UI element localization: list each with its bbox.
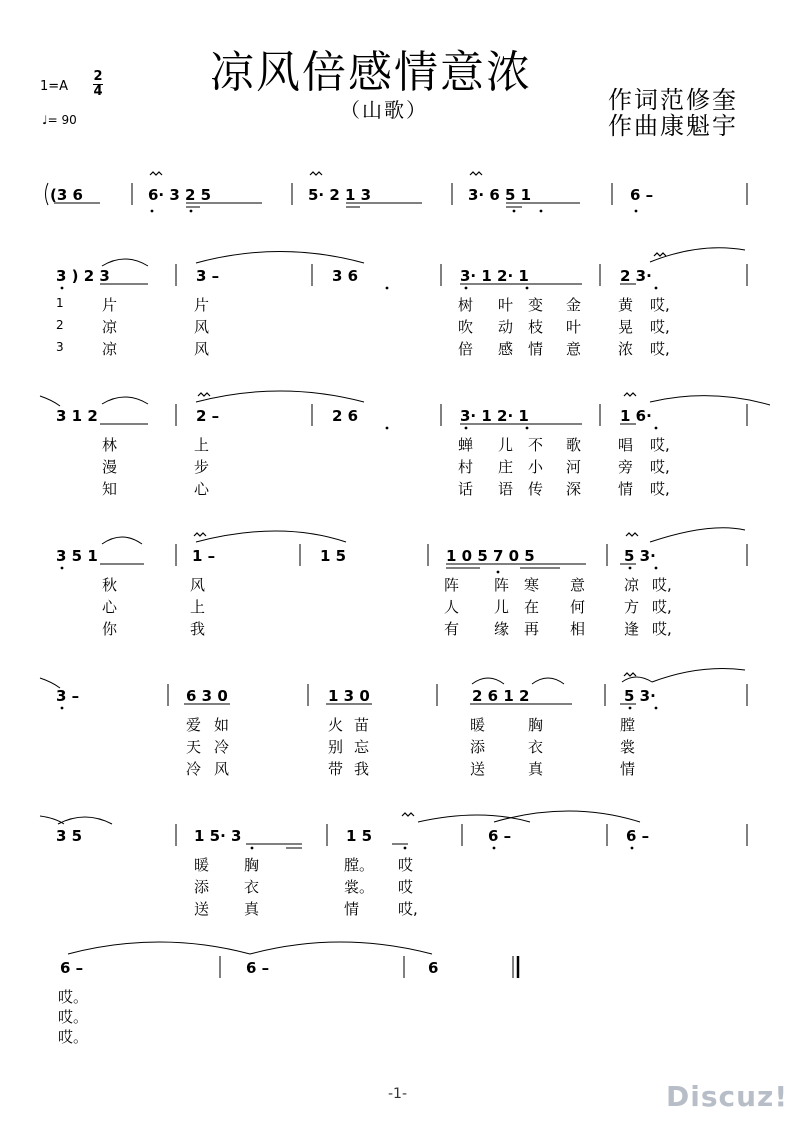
lyric: 哎,: [650, 318, 670, 336]
measure: (3 6: [50, 186, 83, 204]
measure: 1 5: [320, 547, 347, 565]
lyric: 如: [214, 716, 230, 734]
lyric: 我: [190, 620, 206, 638]
lyric: 你: [102, 620, 118, 638]
trill-mark: [198, 393, 210, 396]
measure: 5· 2 1 3: [308, 186, 372, 204]
lyric: 片: [102, 296, 118, 314]
lyric: 心: [102, 598, 118, 616]
trill-mark: [402, 813, 414, 816]
lyric: 有: [444, 620, 460, 638]
lyric: 凉: [102, 340, 118, 358]
measure: 6 –: [630, 186, 654, 204]
measure: 3 –: [56, 687, 80, 705]
measure: 2 3·: [620, 267, 652, 285]
measure: 3 5 1: [56, 547, 98, 565]
lyric: 枝: [528, 318, 544, 336]
lyric: 何: [570, 598, 586, 616]
lyric: 缘: [494, 620, 510, 638]
quarter-note-icon: ♩: [42, 113, 48, 127]
lyric: 带: [328, 760, 344, 778]
lyric: 金: [566, 296, 582, 314]
trill-mark: [624, 673, 636, 676]
lyric: 漫: [102, 458, 118, 476]
lyric: 风: [190, 576, 206, 594]
page-number: -1-: [388, 1086, 408, 1102]
lyric: 添: [194, 878, 210, 896]
measure: 3· 1 2· 1: [460, 267, 529, 285]
lyric: 衣: [528, 738, 544, 756]
trill-mark: [310, 172, 322, 175]
verse-number: 1: [56, 296, 64, 310]
lyric: 哎: [398, 856, 414, 874]
lyric: 秋: [102, 576, 118, 594]
lyric: 感: [498, 340, 514, 358]
measure: 2 6 1 2: [472, 687, 530, 705]
lyric: 村: [458, 458, 474, 476]
lyric: 凉: [102, 318, 118, 336]
measure: 1 5: [346, 827, 373, 845]
lyric: 步: [194, 458, 210, 476]
lyric: 寒: [524, 576, 540, 594]
lyric: 哎,: [652, 620, 672, 638]
lyric: 不: [528, 436, 544, 454]
lyric: 裳: [620, 738, 636, 756]
lyric: 忘: [354, 738, 370, 756]
measure: 3· 6 5 1: [468, 186, 532, 204]
lyric: 阵: [494, 576, 510, 594]
trill-mark: [150, 172, 162, 175]
lyric: 歌: [566, 436, 582, 454]
measure: 3 6: [332, 267, 359, 285]
lyric: 人: [444, 598, 460, 616]
trill-mark: [470, 172, 482, 175]
measure: 6: [428, 959, 439, 977]
lyric: 叶: [498, 296, 514, 314]
lyricist-credit: 作词范修奎: [608, 86, 738, 114]
lyric: 情: [344, 900, 360, 918]
lyric: 庄: [498, 458, 514, 476]
measure: 6 –: [626, 827, 650, 845]
lyric: 叶: [566, 318, 582, 336]
lyric: 浓: [618, 340, 634, 358]
lyric: 唱: [618, 436, 634, 454]
lyric: 哎。: [58, 988, 89, 1006]
lyric: 倍: [458, 340, 474, 358]
lyric: 黄: [618, 296, 634, 314]
lyric: 深: [566, 480, 582, 498]
measure: 6 –: [488, 827, 512, 845]
lyric: 衣: [244, 878, 260, 896]
measure: 3· 1 2· 1: [460, 407, 529, 425]
lyric: 送: [194, 900, 210, 918]
song-subtitle: （山歌）: [340, 98, 428, 122]
lyric: 别: [328, 738, 344, 756]
lyric: 哎。: [58, 1008, 89, 1026]
lyric: 儿: [494, 598, 510, 616]
verse-number: 2: [56, 318, 64, 332]
lyric: 旁: [618, 458, 634, 476]
lyric: 真: [244, 900, 260, 918]
song-title: 凉风倍感情意浓: [210, 47, 532, 98]
lyric: 哎,: [652, 576, 672, 594]
lyric: 话: [458, 480, 474, 498]
open-paren: [46, 183, 49, 205]
lyric: 火: [328, 716, 344, 734]
lyric: 胸: [528, 716, 544, 734]
lyric: 胸: [244, 856, 260, 874]
lyric: 林: [102, 436, 118, 454]
lyric: 哎: [398, 878, 414, 896]
trill-mark: [624, 393, 636, 396]
lyric: 情: [620, 760, 636, 778]
lyric: 晃: [618, 318, 634, 336]
lyric: 苗: [354, 716, 370, 734]
verse-number: 3: [56, 340, 64, 354]
lyric: 变: [528, 296, 544, 314]
lyric: 蝉: [458, 436, 474, 454]
lyric: 情: [528, 340, 544, 358]
trill-mark: [626, 533, 638, 536]
lyric: 风: [194, 318, 210, 336]
measure: 1 6·: [620, 407, 652, 425]
lyric: 知: [102, 480, 118, 498]
lyric: 膛: [620, 716, 636, 734]
lyric: 语: [498, 480, 514, 498]
time-signature-top: 2: [93, 69, 103, 84]
lyric: 哎,: [650, 296, 670, 314]
measure: 5 3·: [624, 687, 656, 705]
lyric: 意: [570, 576, 586, 594]
measure: 3 1 2: [56, 407, 98, 425]
lyric: 再: [524, 620, 540, 638]
trill-mark: [654, 253, 666, 256]
lyric: 我: [354, 760, 370, 778]
lyric: 冷: [186, 760, 202, 778]
measure: 6 –: [246, 959, 270, 977]
lyric: 冷: [214, 738, 230, 756]
lyric: 片: [194, 296, 210, 314]
lyric: 暖: [470, 716, 486, 734]
lyric: 上: [194, 436, 210, 454]
measure: 6 3 0: [186, 687, 228, 705]
measure: 1 –: [192, 547, 216, 565]
measure: 6· 3 2 5: [148, 186, 212, 204]
lyric: 添: [470, 738, 486, 756]
time-signature-bottom: 4: [93, 84, 103, 99]
composer-credit: 作曲康魁宇: [608, 112, 738, 140]
lyric: 哎,: [650, 480, 670, 498]
lyric: 河: [566, 458, 582, 476]
lyric: 哎。: [58, 1028, 89, 1046]
lyric: 心: [194, 480, 210, 498]
lyric: 爱: [186, 716, 202, 734]
lyric: 树: [458, 296, 474, 314]
lyric: 哎,: [650, 340, 670, 358]
lyric: 方: [624, 598, 640, 616]
lyric: 暖: [194, 856, 210, 874]
lyric: 送: [470, 760, 486, 778]
lyric: 风: [194, 340, 210, 358]
measure: 1 5· 3: [194, 827, 242, 845]
lyric: 哎,: [652, 598, 672, 616]
measure: 3 –: [196, 267, 220, 285]
lyric: 哎,: [398, 900, 418, 918]
lyric: 情: [618, 480, 634, 498]
lyric: 风: [214, 760, 230, 778]
lyric: 儿: [498, 436, 514, 454]
lyric: 凉: [624, 576, 640, 594]
measure: 2 –: [196, 407, 220, 425]
lyric: 吹: [458, 318, 474, 336]
measure: 3 ) 2 3: [56, 267, 110, 285]
tempo-value: = 90: [47, 113, 77, 127]
lyric: 哎,: [650, 458, 670, 476]
lyric: 天: [186, 738, 202, 756]
lyric: 上: [190, 598, 206, 616]
measure: 3 5: [56, 827, 83, 845]
lyric: 动: [498, 318, 514, 336]
trill-mark: [194, 533, 206, 536]
lyric: 意: [566, 340, 582, 358]
measure: 5 3·: [624, 547, 656, 565]
lyric: 阵: [444, 576, 460, 594]
key-signature: 1=A: [40, 79, 69, 94]
lyric: 小: [528, 458, 544, 476]
lyric: 真: [528, 760, 544, 778]
measure: 1 0 5 7 0 5: [446, 547, 535, 565]
lyric: 传: [528, 480, 544, 498]
lyric: 膛。: [344, 856, 375, 874]
watermark: Discuz!: [666, 1080, 789, 1113]
measure: 2 6: [332, 407, 359, 425]
lyric: 相: [570, 620, 586, 638]
measure: 1 3 0: [328, 687, 370, 705]
lyric: 哎,: [650, 436, 670, 454]
lyric: 裳。: [344, 878, 375, 896]
lyric: 逢: [624, 620, 640, 638]
measure: 6 –: [60, 959, 84, 977]
lyric: 在: [524, 598, 540, 616]
